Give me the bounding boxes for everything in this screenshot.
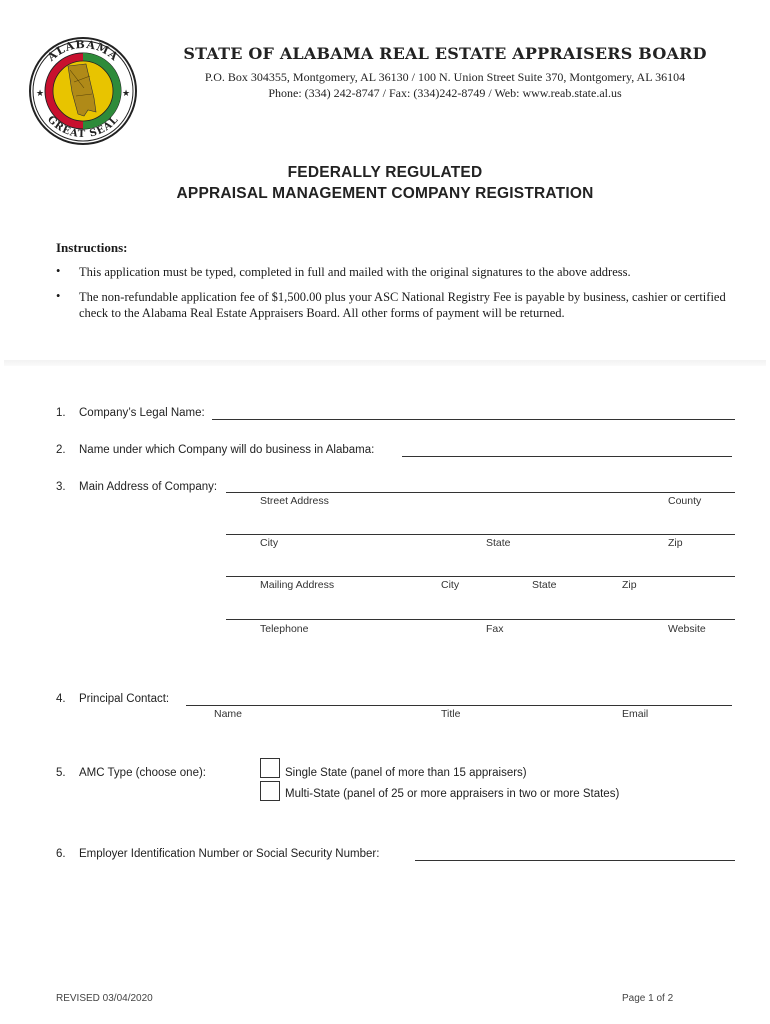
state-caption: State [486,537,511,549]
q4-label: Principal Contact: [79,693,170,705]
q5-label: AMC Type (choose one): [79,767,206,779]
instruction-item: This application must be typed, completed in full and mailed with the original signatures to the above address. [79,265,631,279]
company-legal-name-field[interactable] [212,419,735,420]
single-state-label: Single State (panel of more than 15 appraisers) [285,767,527,779]
title-caption: Title [441,708,461,720]
multi-state-checkbox[interactable] [260,781,280,801]
mailing-zip-caption: Zip [622,579,637,591]
q1-number: 1. [56,407,66,419]
address-line: P.O. Box 304355, Montgomery, AL 36130 / 100 N. Union Street Suite 370, Montgomery, AL 36104 [204,70,686,84]
q1-label: Company’s Legal Name: [79,407,205,419]
form-title-line2: APPRAISAL MANAGEMENT COMPANY REGISTRATION [176,185,594,202]
revision-date: REVISED 03/04/2020 [56,993,153,1004]
mailing-state-caption: State [532,579,557,591]
county-caption: County [668,495,702,507]
mailing-city-caption: City [441,579,460,591]
street-county-field[interactable] [226,492,735,493]
form-title-line1: FEDERALLY REGULATED [287,164,483,181]
street-address-caption: Street Address [260,495,329,507]
instruction-item: The non-refundable application fee of $1,500.00 plus your ASC National Registry Fee is payable by business, cashier or certified check to the Alabama Real Estate Appraisers Board. All other forms of payment will be returned. [79,290,726,320]
section-divider [4,360,766,366]
fax-caption: Fax [486,623,504,635]
q6-number: 6. [56,848,66,860]
city-state-zip-field[interactable] [226,534,735,535]
zip-caption: Zip [668,537,683,549]
website-caption: Website [668,623,706,635]
name-caption: Name [214,708,243,720]
q3-label: Main Address of Company: [79,481,218,493]
q3-number: 3. [56,481,66,493]
great-seal-logo [28,36,138,146]
contact-line: Phone: (334) 242-8747 / Fax: (334)242-8749 / Web: www.reab.state.al.us [268,86,622,100]
mailing-address-caption: Mailing Address [260,579,335,591]
single-state-checkbox[interactable] [260,758,280,778]
q4-number: 4. [56,693,66,705]
multi-state-label: Multi-State (panel of 25 or more appraisers in two or more States) [285,788,620,800]
seal-text-top: ALABAMA [44,37,122,64]
seal-text-bottom: GREAT SEAL [44,114,122,141]
bullet-icon: • [56,264,61,278]
svg-text:★: ★ [36,88,45,98]
svg-text:★: ★ [122,88,131,98]
city-caption: City [260,537,279,549]
email-caption: Email [622,708,649,720]
q5-number: 5. [56,767,66,779]
q2-number: 2. [56,444,66,456]
q2-label: Name under which Company will do business in Alabama: [79,444,375,456]
svg-text:ALABAMA [44,38,121,65]
page-number: Page 1 of 2 [622,993,674,1004]
dba-name-field[interactable] [402,456,732,457]
q6-label: Employer Identification Number or Social Security Number: [79,848,380,860]
telephone-fax-website-field[interactable] [226,619,735,620]
telephone-caption: Telephone [260,623,309,635]
instructions-heading: Instructions: [56,240,128,255]
principal-contact-field[interactable] [186,705,732,706]
mailing-address-field[interactable] [226,576,735,577]
svg-text:GREAT SEAL [45,114,121,140]
bullet-icon: • [56,289,61,303]
ein-ssn-field[interactable] [415,860,735,861]
board-name: STATE OF ALABAMA REAL ESTATE APPRAISERS BOARD [183,44,707,63]
